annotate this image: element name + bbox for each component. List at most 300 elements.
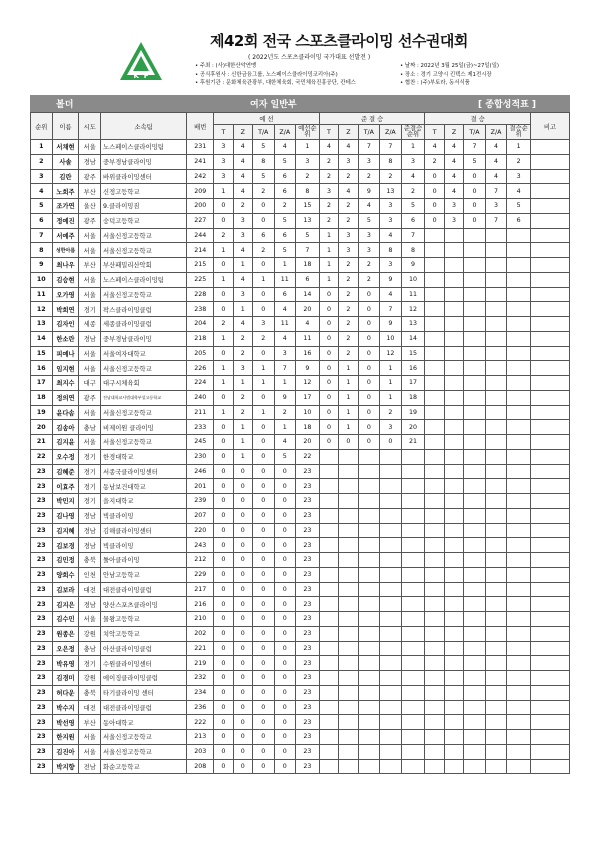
bib-cell: 215: [187, 258, 214, 273]
score-cell: [485, 317, 507, 332]
name-cell: 윤다솜: [52, 405, 79, 420]
score-cell: 0: [252, 302, 274, 317]
score-cell: [444, 656, 463, 671]
table-row: [31, 317, 570, 332]
score-cell: 11: [274, 272, 296, 287]
city-cell: 경기: [79, 464, 101, 479]
score-cell: 4: [444, 169, 463, 184]
score-cell: 0: [252, 258, 274, 273]
bib-cell: 201: [187, 479, 214, 494]
city-cell: 경남: [79, 331, 101, 346]
bib-cell: 203: [187, 744, 214, 759]
score-cell: 0: [214, 287, 233, 302]
rank-cell: 23: [31, 464, 53, 479]
score-cell: [339, 464, 358, 479]
score-cell: [485, 626, 507, 641]
score-cell: [485, 538, 507, 553]
table-row: [31, 346, 570, 361]
rank-cell: 23: [31, 494, 53, 509]
score-cell: [444, 302, 463, 317]
score-cell: 1: [214, 184, 233, 199]
score-cell: 7: [401, 228, 425, 243]
col-qual-ta: T/A: [252, 125, 274, 140]
city-cell: 서울: [79, 346, 101, 361]
score-cell: 3: [401, 154, 425, 169]
city-cell: 서울: [79, 612, 101, 627]
score-cell: [507, 376, 531, 391]
score-cell: 1: [380, 390, 402, 405]
team-cell: 툴아클라이밍: [101, 553, 187, 568]
score-cell: [425, 331, 444, 346]
score-cell: 8: [380, 154, 402, 169]
score-cell: 9: [358, 184, 380, 199]
score-cell: 0: [358, 361, 380, 376]
table-row: [31, 169, 570, 184]
score-cell: 3: [444, 199, 463, 214]
note-cell: [531, 759, 570, 774]
city-cell: 인천: [79, 567, 101, 582]
score-cell: 4: [274, 302, 296, 317]
rank-cell: 13: [31, 317, 53, 332]
score-cell: 11: [274, 317, 296, 332]
rank-cell: 14: [31, 331, 53, 346]
score-cell: [444, 715, 463, 730]
score-cell: 0: [252, 656, 274, 671]
category-bar: [30, 95, 570, 112]
city-cell: 서울: [79, 228, 101, 243]
table-row: [31, 435, 570, 450]
score-cell: [339, 597, 358, 612]
score-cell: 1: [380, 376, 402, 391]
bib-cell: 207: [187, 508, 214, 523]
score-cell: 0: [358, 435, 380, 450]
score-cell: [380, 744, 402, 759]
score-cell: [339, 641, 358, 656]
score-cell: [485, 302, 507, 317]
score-cell: [507, 346, 531, 361]
bib-cell: 244: [187, 228, 214, 243]
score-cell: [464, 597, 486, 612]
score-cell: [444, 567, 463, 582]
note-cell: [531, 553, 570, 568]
score-cell: [464, 730, 486, 745]
score-cell: [507, 228, 531, 243]
table-row: [31, 213, 570, 228]
col-note: 비고: [531, 113, 570, 140]
team-cell: 타기클라이밍 센터: [101, 685, 187, 700]
score-cell: [380, 730, 402, 745]
col-semi-t: T: [319, 125, 338, 140]
name-cell: 최나우: [52, 258, 79, 273]
city-cell: 광주: [79, 213, 101, 228]
score-cell: 7: [358, 140, 380, 155]
discipline-label: 볼더: [56, 100, 74, 110]
score-cell: [380, 685, 402, 700]
score-cell: 7: [485, 184, 507, 199]
score-cell: 5: [252, 169, 274, 184]
score-cell: [339, 553, 358, 568]
score-cell: [507, 494, 531, 509]
score-cell: 9: [296, 361, 320, 376]
score-cell: 0: [319, 361, 338, 376]
score-cell: 0: [214, 582, 233, 597]
score-cell: 1: [214, 376, 233, 391]
score-cell: [507, 331, 531, 346]
score-cell: [425, 759, 444, 774]
score-cell: 1: [214, 243, 233, 258]
info-line: • 공식후원사 : 신한금융그룹, 노스페이스클라이밍코리아(주): [195, 71, 338, 78]
score-cell: [464, 287, 486, 302]
score-cell: [444, 346, 463, 361]
score-cell: [485, 730, 507, 745]
score-cell: [464, 361, 486, 376]
score-cell: [485, 272, 507, 287]
note-cell: [531, 243, 570, 258]
score-cell: [319, 479, 338, 494]
score-cell: 0: [214, 420, 233, 435]
score-cell: 23: [296, 538, 320, 553]
score-cell: [339, 538, 358, 553]
team-cell: 바위클라이밍센터: [101, 169, 187, 184]
score-cell: 0: [274, 567, 296, 582]
score-cell: [425, 671, 444, 686]
score-cell: 5: [296, 228, 320, 243]
score-cell: 3: [233, 287, 252, 302]
city-cell: 대전: [79, 700, 101, 715]
score-cell: [464, 700, 486, 715]
event-info-left: [195, 62, 356, 88]
team-cell: 전남대학교사범대학부설고등학교: [101, 390, 187, 405]
table-row: [31, 405, 570, 420]
score-cell: 0: [214, 744, 233, 759]
name-cell: 박지향: [52, 759, 79, 774]
score-cell: [425, 744, 444, 759]
score-cell: [339, 479, 358, 494]
score-cell: 2: [214, 228, 233, 243]
score-cell: [444, 405, 463, 420]
score-cell: 6: [274, 228, 296, 243]
score-cell: 0: [233, 597, 252, 612]
score-cell: 5: [358, 213, 380, 228]
score-cell: 0: [252, 715, 274, 730]
score-cell: 0: [214, 626, 233, 641]
score-cell: 0: [214, 449, 233, 464]
name-cell: 한지원: [52, 730, 79, 745]
score-cell: 0: [464, 199, 486, 214]
city-cell: 부산: [79, 715, 101, 730]
score-cell: 5: [274, 213, 296, 228]
score-cell: [464, 302, 486, 317]
score-cell: [339, 685, 358, 700]
score-cell: 0: [214, 258, 233, 273]
score-cell: 4: [425, 140, 444, 155]
score-cell: [358, 597, 380, 612]
note-cell: [531, 302, 570, 317]
score-cell: 0: [274, 508, 296, 523]
score-cell: 12: [296, 376, 320, 391]
score-cell: [464, 538, 486, 553]
score-cell: [401, 538, 425, 553]
col-name: 이름: [52, 113, 79, 140]
city-cell: 경기: [79, 479, 101, 494]
score-cell: 14: [401, 331, 425, 346]
name-cell: 김지윤: [52, 435, 79, 450]
score-cell: 1: [214, 405, 233, 420]
score-cell: [507, 597, 531, 612]
score-cell: [507, 567, 531, 582]
score-cell: [464, 449, 486, 464]
score-cell: [444, 538, 463, 553]
score-cell: 0: [252, 744, 274, 759]
rank-cell: 23: [31, 508, 53, 523]
score-cell: 4: [444, 154, 463, 169]
score-cell: [425, 390, 444, 405]
score-cell: [485, 420, 507, 435]
score-cell: 0: [274, 612, 296, 627]
score-cell: 1: [339, 420, 358, 435]
score-cell: 23: [296, 508, 320, 523]
score-cell: 11: [401, 287, 425, 302]
city-cell: 대전: [79, 582, 101, 597]
score-cell: [358, 641, 380, 656]
score-cell: 0: [358, 376, 380, 391]
score-cell: 1: [507, 140, 531, 155]
col-semi-z: Z: [339, 125, 358, 140]
score-cell: 4: [339, 184, 358, 199]
note-cell: [531, 420, 570, 435]
score-cell: [425, 420, 444, 435]
team-cell: 팍스클라이밍클럽: [101, 302, 187, 317]
score-cell: 1: [274, 420, 296, 435]
name-cell: 노희주: [52, 184, 79, 199]
score-cell: 4: [444, 140, 463, 155]
score-cell: 2: [252, 331, 274, 346]
score-cell: [507, 700, 531, 715]
score-cell: [319, 759, 338, 774]
name-cell: 김보경: [52, 538, 79, 553]
rank-cell: 10: [31, 272, 53, 287]
city-cell: 울산: [79, 199, 101, 214]
score-cell: 1: [339, 390, 358, 405]
team-cell: 양산스포츠클라이밍: [101, 597, 187, 612]
name-cell: 오은정: [52, 641, 79, 656]
city-cell: 경남: [79, 154, 101, 169]
score-cell: 0: [233, 730, 252, 745]
team-cell: 김해클라이밍센터: [101, 523, 187, 538]
score-cell: 5: [401, 199, 425, 214]
team-cell: 치악고등학교: [101, 626, 187, 641]
bib-cell: 240: [187, 390, 214, 405]
score-cell: 0: [214, 656, 233, 671]
score-cell: 23: [296, 759, 320, 774]
score-cell: [444, 272, 463, 287]
score-cell: 6: [274, 169, 296, 184]
city-cell: 광주: [79, 169, 101, 184]
score-cell: [485, 331, 507, 346]
score-cell: [319, 626, 338, 641]
header: [30, 18, 570, 100]
score-cell: 23: [296, 744, 320, 759]
note-cell: [531, 523, 570, 538]
score-cell: 0: [274, 656, 296, 671]
score-cell: 3: [252, 317, 274, 332]
team-cell: 서울신정고등학교: [101, 287, 187, 302]
score-cell: [485, 597, 507, 612]
city-cell: 세종: [79, 317, 101, 332]
bib-cell: 214: [187, 243, 214, 258]
score-cell: 23: [296, 671, 320, 686]
score-cell: [485, 361, 507, 376]
score-cell: 0: [425, 169, 444, 184]
score-cell: 0: [252, 346, 274, 361]
score-cell: 0: [252, 626, 274, 641]
score-cell: 0: [319, 287, 338, 302]
score-cell: 23: [296, 464, 320, 479]
rank-cell: 11: [31, 287, 53, 302]
score-cell: [380, 759, 402, 774]
score-cell: [485, 464, 507, 479]
score-cell: 2: [274, 405, 296, 420]
table-row: [31, 479, 570, 494]
score-cell: 0: [252, 671, 274, 686]
score-cell: [485, 449, 507, 464]
name-cell: 서예주: [52, 228, 79, 243]
score-cell: 9: [401, 258, 425, 273]
rank-cell: 18: [31, 390, 53, 405]
score-cell: [485, 435, 507, 450]
note-cell: [531, 184, 570, 199]
score-cell: [507, 612, 531, 627]
table-row: [31, 376, 570, 391]
score-cell: [425, 656, 444, 671]
table-row: [31, 715, 570, 730]
score-cell: [401, 730, 425, 745]
score-cell: [464, 243, 486, 258]
score-cell: 0: [274, 553, 296, 568]
score-cell: [425, 479, 444, 494]
score-cell: [425, 405, 444, 420]
table-row: [31, 759, 570, 774]
score-cell: [464, 685, 486, 700]
score-cell: 0: [233, 612, 252, 627]
score-cell: 0: [233, 700, 252, 715]
table-row: [31, 243, 570, 258]
score-cell: [485, 479, 507, 494]
score-cell: [358, 685, 380, 700]
rank-cell: 20: [31, 420, 53, 435]
score-cell: 2: [274, 199, 296, 214]
note-cell: [531, 641, 570, 656]
score-cell: 1: [319, 228, 338, 243]
rank-cell: 23: [31, 671, 53, 686]
name-cell: 박민지: [52, 494, 79, 509]
score-cell: [425, 346, 444, 361]
score-cell: 2: [233, 199, 252, 214]
score-cell: 0: [380, 435, 402, 450]
score-cell: [485, 700, 507, 715]
score-cell: [401, 523, 425, 538]
table-row: [31, 464, 570, 479]
note-cell: [531, 538, 570, 553]
rank-cell: 19: [31, 405, 53, 420]
score-cell: [319, 612, 338, 627]
score-cell: [380, 464, 402, 479]
score-cell: [339, 656, 358, 671]
rank-cell: 16: [31, 361, 53, 376]
table-row: [31, 154, 570, 169]
score-cell: [425, 464, 444, 479]
team-cell: 서울신정고등학교: [101, 405, 187, 420]
score-cell: 17: [401, 376, 425, 391]
score-cell: 0: [233, 626, 252, 641]
score-cell: 0: [464, 184, 486, 199]
score-cell: 2: [319, 169, 338, 184]
team-cell: 빅클라이밍: [101, 538, 187, 553]
city-cell: 서울: [79, 744, 101, 759]
note-cell: [531, 656, 570, 671]
score-cell: 0: [252, 390, 274, 405]
score-cell: 0: [214, 567, 233, 582]
score-cell: [464, 553, 486, 568]
score-cell: [401, 582, 425, 597]
score-cell: [358, 538, 380, 553]
score-cell: 0: [252, 435, 274, 450]
score-cell: 3: [380, 213, 402, 228]
score-cell: 0: [233, 656, 252, 671]
rank-cell: 7: [31, 228, 53, 243]
table-row: [31, 228, 570, 243]
score-cell: 2: [401, 184, 425, 199]
table-row: [31, 302, 570, 317]
score-cell: [507, 730, 531, 745]
info-line: • 후원기관 : 문화체육관광부, 대한체육회, 국민체육진흥공단, 칸테스: [195, 80, 357, 86]
city-cell: 경남: [79, 538, 101, 553]
bib-cell: 212: [187, 553, 214, 568]
score-cell: [425, 508, 444, 523]
score-cell: [485, 243, 507, 258]
col-qualification: 예 선: [214, 113, 320, 125]
score-cell: 0: [319, 376, 338, 391]
score-cell: [485, 405, 507, 420]
score-cell: 18: [401, 390, 425, 405]
bib-cell: 202: [187, 626, 214, 641]
score-cell: [444, 390, 463, 405]
score-cell: [464, 656, 486, 671]
bib-cell: 219: [187, 656, 214, 671]
name-cell: 오가영: [52, 287, 79, 302]
score-cell: [485, 287, 507, 302]
score-cell: [444, 597, 463, 612]
score-cell: [401, 479, 425, 494]
score-cell: [339, 700, 358, 715]
score-cell: 0: [214, 213, 233, 228]
score-cell: 6: [252, 228, 274, 243]
rank-cell: 23: [31, 538, 53, 553]
score-cell: 0: [252, 700, 274, 715]
city-cell: 서울: [79, 140, 101, 155]
name-cell: 이효주: [52, 479, 79, 494]
score-cell: 1: [252, 272, 274, 287]
table-row: [31, 730, 570, 745]
score-cell: 3: [233, 228, 252, 243]
score-cell: 1: [214, 331, 233, 346]
score-cell: [425, 287, 444, 302]
score-cell: 2: [339, 213, 358, 228]
bib-cell: 246: [187, 464, 214, 479]
city-cell: 경남: [79, 508, 101, 523]
score-cell: [507, 405, 531, 420]
col-qual-t: T: [214, 125, 233, 140]
